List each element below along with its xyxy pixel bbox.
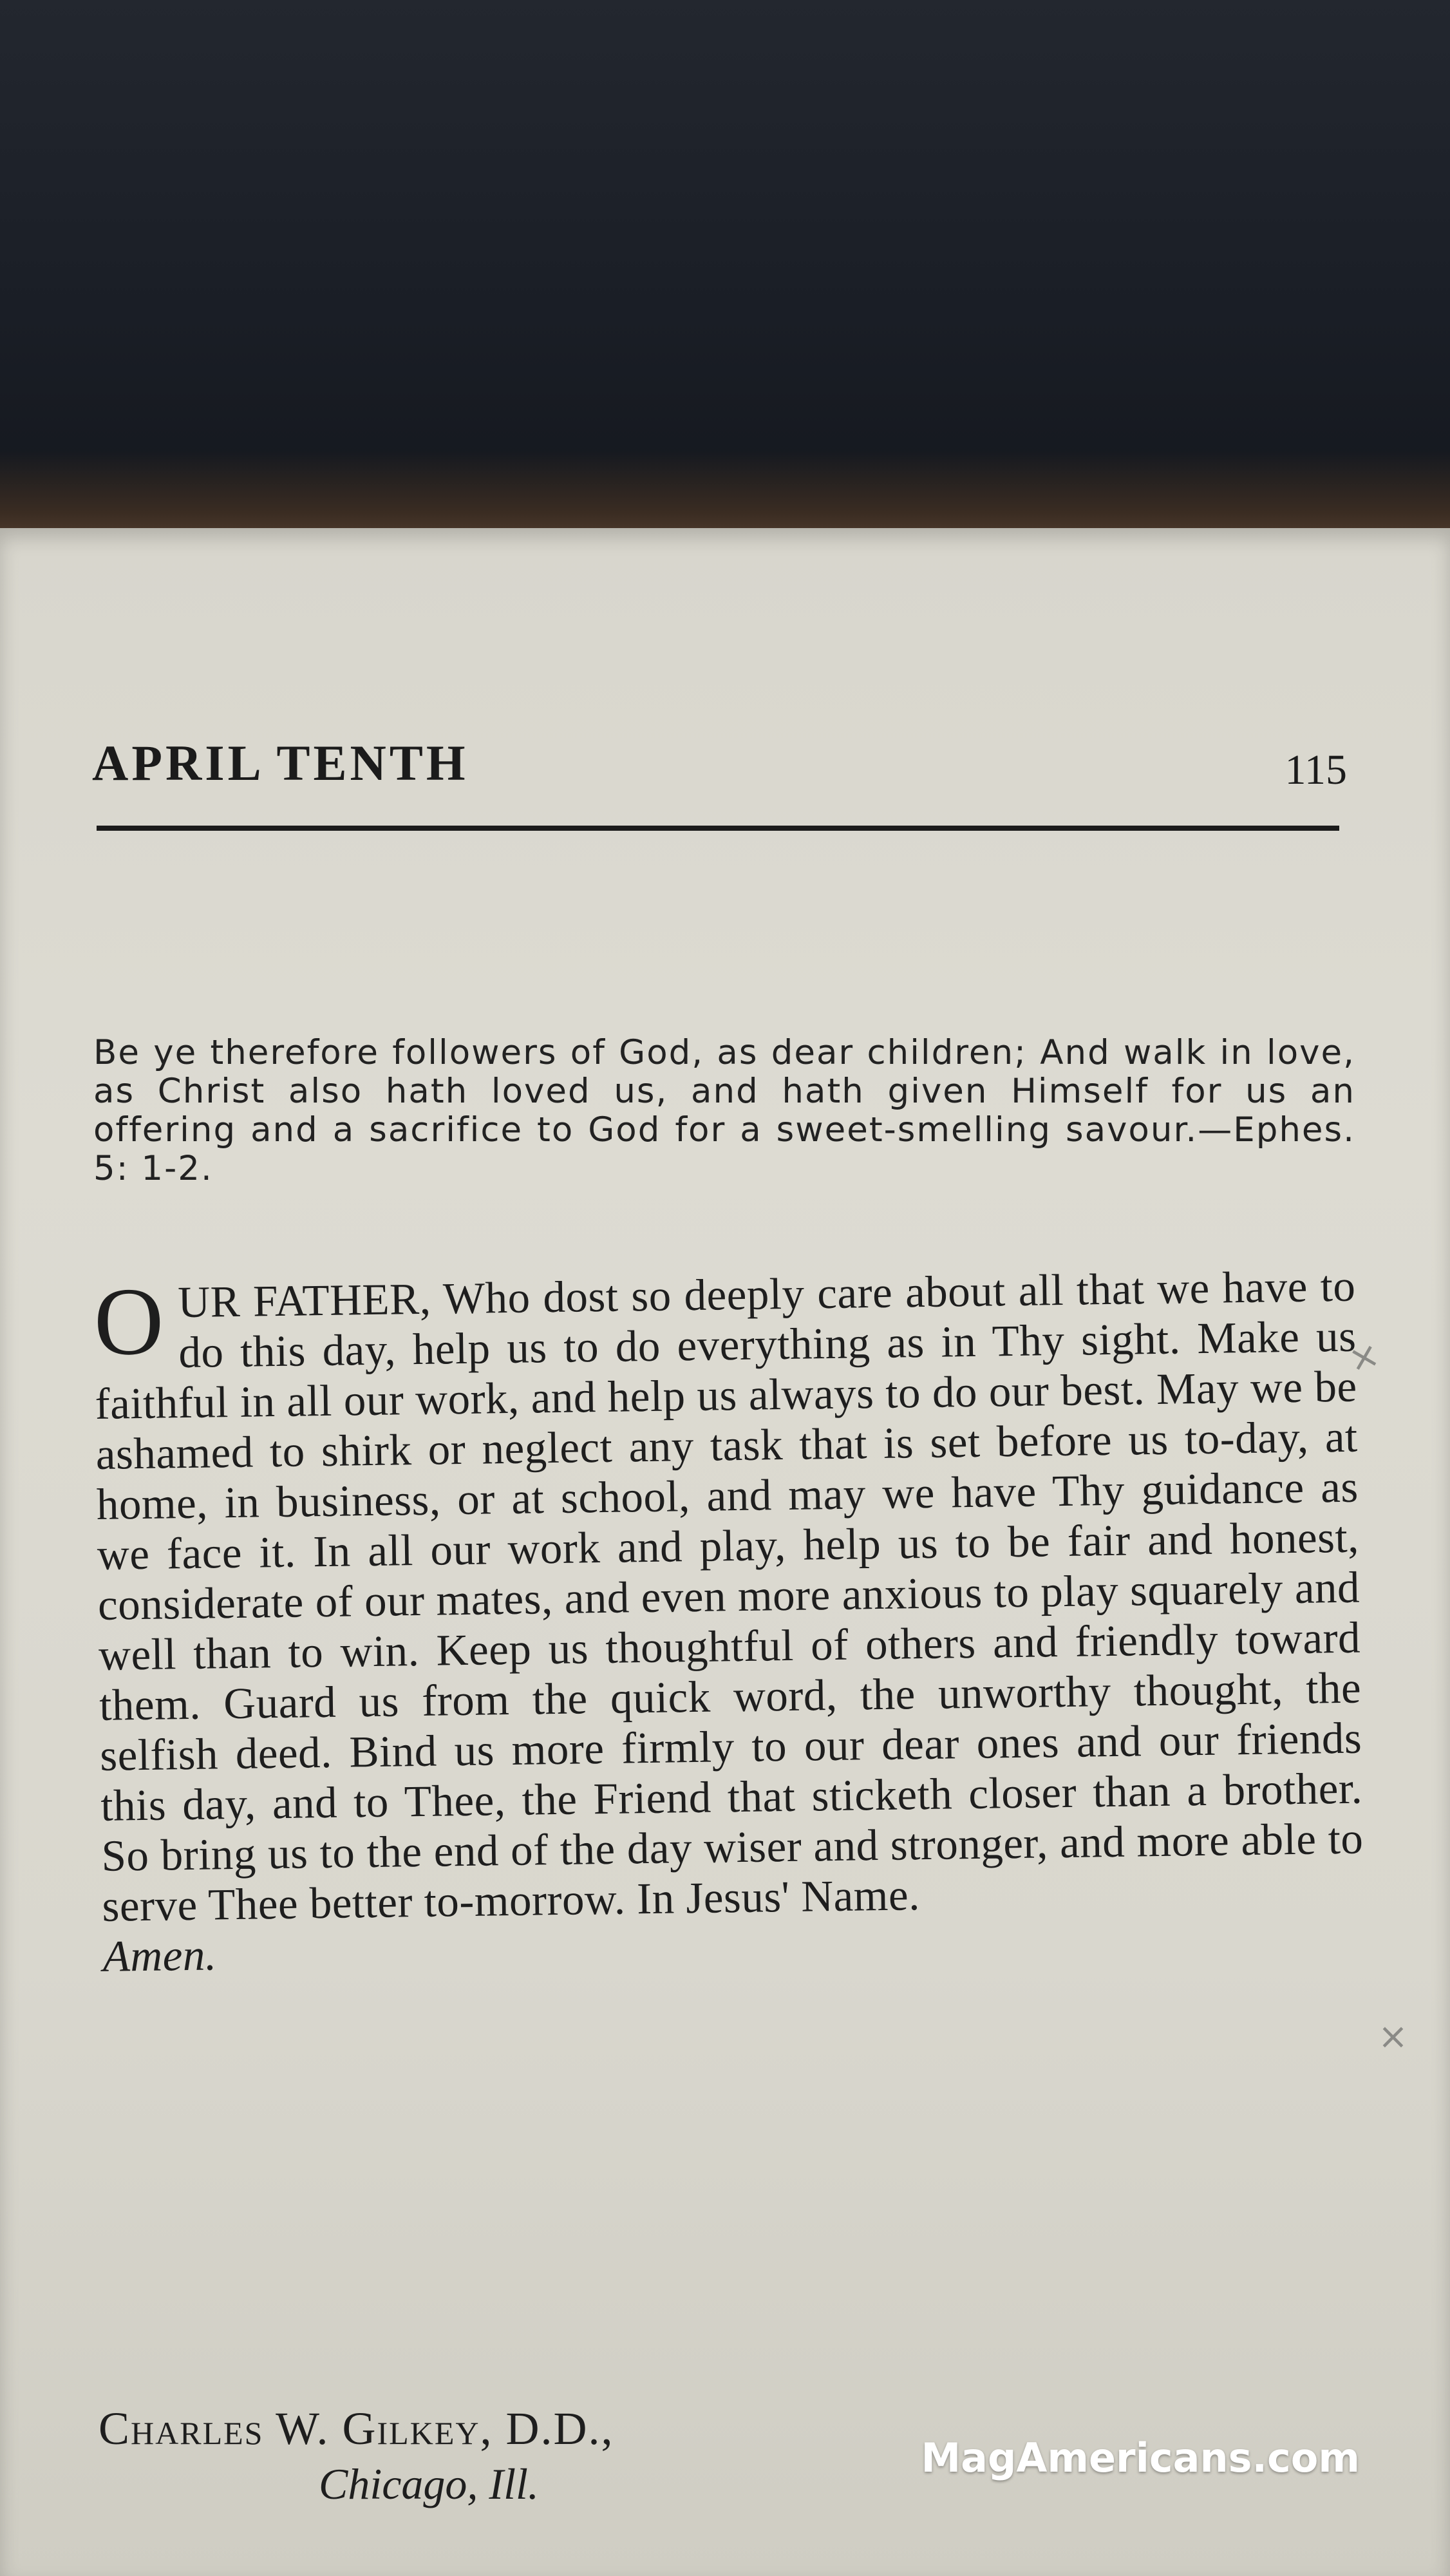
page-number: 115 xyxy=(1285,746,1347,793)
header-rule xyxy=(97,826,1339,831)
pencil-x-mark: × xyxy=(1344,1333,1384,1381)
author-name: Charles W. Gilkey, D.D., xyxy=(99,2403,614,2454)
author-location: Chicago, Ill. xyxy=(319,2459,539,2508)
watermark: MagAmericans.com xyxy=(921,2434,1360,2481)
prayer-body: UR FATHER, Who dost so deeply care about all that we have to do this day, help us to do everything as in Thy sight. Make us faithful in all our work, and help us always to do our best. May we be ashamed to shirk or neglect any task that is set before us to-day, at home, in business, or at school, and may we have Thy guidance as we face it. In all our work and play, help us to be fair and honest, considerate of our mates, and even more anxious to play squarely and well than to win. Keep us thoughtful of others and friendly toward them. Guard us from the quick word, the unworthy thought, the selfish deed. Bind us more firmly to our dear ones and our friends this day, and to Thee, the Friend that sticketh closer than a brother. So bring us to the end of the day wiser and stronger, and more able to serve Thee better to-morrow. In Jesus' Name. xyxy=(95,1261,1364,1931)
prayer-text xyxy=(93,1261,1365,1982)
prayer-closing: Amen. xyxy=(102,1930,218,1981)
scripture-verse: Be ye therefore followers of God, as dear children; And walk in love, as Christ also hath loved us, and hath given Himself for us an offering and a sacrifice to God for a sweet-smelling savour.—Ephes. 5: 1-2. xyxy=(93,1033,1355,1188)
page-title: APRIL TENTH xyxy=(92,735,469,791)
pencil-x-mark: × xyxy=(1378,2016,1408,2058)
drop-cap: O xyxy=(93,1267,165,1376)
